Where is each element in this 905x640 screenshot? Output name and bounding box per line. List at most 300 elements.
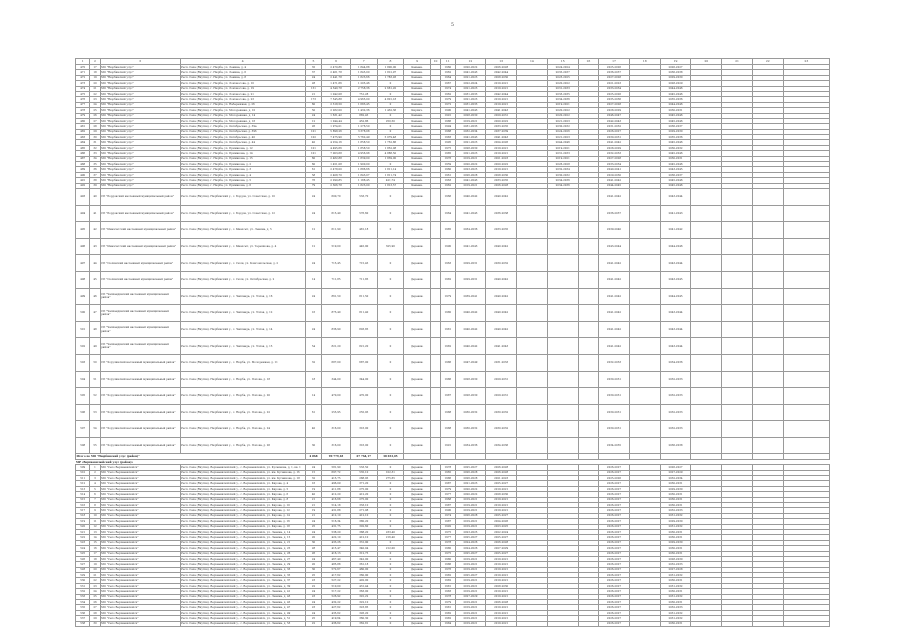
table-cell: 2019-2021: [486, 97, 517, 102]
table-cell: 2027-2028: [599, 75, 630, 80]
table-cell: 1980: [441, 556, 455, 561]
table-cell: [578, 388, 599, 405]
table-cell: МО "Село Верхневилюйск": [100, 578, 180, 583]
table-cell: [430, 321, 440, 338]
table-cell: 43: [90, 238, 100, 255]
table-cell: 2028-2030: [486, 75, 517, 80]
table-cell: 0: [377, 616, 404, 621]
table-cell: [752, 205, 783, 222]
table-cell: Респ. Саха (Якутия), г. Нюрба, ул. Примакова, д. 3: [180, 167, 305, 172]
table-cell: 422,10: [322, 535, 351, 540]
table-cell: 0: [377, 589, 404, 594]
table-cell: 24: [305, 589, 321, 594]
table-cell: 2030-2031: [660, 535, 691, 540]
table-cell: [578, 421, 599, 438]
table-cell: 42: [90, 222, 100, 239]
table-cell: МО "Нюрбинский улус": [100, 162, 180, 167]
table-cell: 1 844,88: [350, 65, 377, 70]
table-cell: 472: [76, 75, 90, 80]
table-cell: 402,00: [350, 578, 377, 583]
table-cell: 2028-2030: [455, 371, 486, 388]
table-cell: 538: [76, 621, 90, 626]
table-cell: 2022-2024: [486, 529, 517, 534]
table-cell: 412,20: [350, 492, 377, 497]
total-value: 67 764,17: [350, 454, 377, 459]
table-cell: МО "Село Верхневилюйск": [100, 465, 180, 470]
table-cell: Деревян.: [404, 567, 431, 572]
table-cell: Деревян.: [404, 205, 431, 222]
table-cell: Респ. Саха (Якутия), Нюрбинский у., с. Бордон, ул. Советская, д. 10: [180, 188, 305, 205]
table-cell: 0: [377, 497, 404, 502]
table-cell: 2 461,78: [322, 70, 351, 75]
table-cell: Деревян.: [404, 486, 431, 491]
table-cell: [783, 354, 829, 371]
table-cell: 715,45: [350, 255, 377, 272]
table-cell: 2030-2031: [660, 497, 691, 502]
table-cell: 0: [377, 556, 404, 561]
table-cell: 1990: [441, 238, 455, 255]
table-cell: 2026-2027: [599, 589, 630, 594]
table-cell: 2034-2035: [599, 437, 630, 454]
table-cell: 2036-2038: [660, 70, 691, 75]
table-cell: Респ. Саха (Якутия), г. Нюрба, ул. Молодежная, д. 16: [180, 118, 305, 123]
table-cell: СП "Хорулинский наслежный муниципальный район": [100, 354, 180, 371]
table-cell: 2026-2027: [660, 465, 691, 470]
table-cell: 2041-2042: [599, 255, 630, 272]
table-cell: Респ. Саха (Якутия), Нюрбинский у., с. Нюрба, ул. Попова, д. 24: [180, 421, 305, 438]
table-cell: 431,88: [322, 508, 351, 513]
table-cell: Деревян.: [404, 476, 431, 481]
table-cell: 48: [90, 321, 100, 338]
table-cell: Каменн.: [404, 97, 431, 102]
column-number-cell: 23: [783, 59, 829, 65]
table-cell: МО "Село Верхневилюйск": [100, 621, 180, 626]
table-cell: 615,40: [322, 205, 351, 222]
column-number-cell: 1: [76, 59, 90, 65]
table-cell: [783, 255, 829, 272]
table-cell: 212,00: [377, 546, 404, 551]
table-cell: 2020-2022: [455, 492, 486, 497]
table-cell: [629, 421, 660, 438]
table-cell: 2026-2027: [599, 508, 630, 513]
table-cell: 697,72: [322, 470, 351, 475]
table-cell: Каменн.: [404, 70, 431, 75]
table-cell: 1 852,08: [377, 145, 404, 150]
table-cell: [629, 437, 660, 454]
table-cell: 2019-2021: [486, 81, 517, 86]
column-number-cell: 13: [486, 59, 517, 65]
table-cell: Респ. Саха (Якутия), Верхневилюйский у., с. Верхневилюйск, ул. Ленина, д. 53: [180, 621, 305, 626]
table-cell: [517, 338, 548, 355]
table-cell: 15: [90, 540, 100, 545]
table-cell: 751,28: [350, 91, 377, 96]
table-cell: 520: [76, 524, 90, 529]
table-cell: 2029-2031: [455, 255, 486, 272]
table-cell: [430, 205, 440, 222]
table-cell: 1963: [441, 178, 455, 183]
table-cell: 1986: [441, 476, 455, 481]
table-cell: Респ. Саха (Якутия), Верхневилюйский у., с. Верхневилюйск, ул. Ленина, д. 37: [180, 578, 305, 583]
table-cell: МО "Нюрбинский улус": [100, 118, 180, 123]
table-cell: [691, 388, 722, 405]
table-cell: 535,10: [350, 470, 377, 475]
table-cell: 275,65: [377, 476, 404, 481]
table-cell: СП "Хорулинский наслежный муниципальный район": [100, 437, 180, 454]
table-cell: 0: [377, 562, 404, 567]
table-cell: 510,00: [322, 583, 351, 588]
column-number-cell: 19: [660, 59, 691, 65]
table-cell: МО "Село Верхневилюйск": [100, 529, 180, 534]
table-cell: 513: [76, 486, 90, 491]
table-cell: 2019-2021: [486, 578, 517, 583]
table-cell: [517, 437, 548, 454]
table-cell: 715,45: [322, 255, 351, 272]
table-cell: [547, 305, 578, 322]
table-cell: 2021-2023: [455, 75, 486, 80]
table-cell: МО "Нюрбинский улус": [100, 86, 180, 91]
table-cell: 1977: [441, 492, 455, 497]
table-cell: 493: [76, 188, 90, 205]
table-cell: МО "Нюрбинский улус": [100, 140, 180, 145]
table-cell: 2044-2046: [660, 102, 691, 107]
table-cell: 529: [76, 573, 90, 578]
total-label: Итого по МО "Нюрбинский улус (район)": [76, 454, 306, 459]
table-cell: 1991: [441, 437, 455, 454]
table-cell: МО "Село Верхневилюйск": [100, 486, 180, 491]
table-cell: 0: [377, 305, 404, 322]
table-cell: 2027-2029: [660, 470, 691, 475]
table-cell: Деревян.: [404, 437, 431, 454]
table-cell: [691, 621, 722, 626]
table-cell: 1 839,00: [377, 156, 404, 161]
table-cell: 2026-2027: [599, 470, 630, 475]
table-cell: 76: [305, 178, 321, 183]
table-cell: 416,13: [322, 551, 351, 556]
table-cell: [722, 421, 753, 438]
table-cell: Деревян.: [404, 222, 431, 239]
table-cell: 1974: [441, 513, 455, 518]
table-cell: 24: [305, 188, 321, 205]
table-cell: 2020-2022: [486, 118, 517, 123]
table-cell: 2035-2037: [547, 70, 578, 75]
table-cell: 13: [90, 529, 100, 534]
table-cell: 435,62: [322, 610, 351, 615]
table-cell: 2031-2033: [547, 151, 578, 156]
table-cell: 2025-2027: [455, 535, 486, 540]
table-cell: 29: [90, 129, 100, 134]
total-value: 38 653,05: [377, 454, 404, 459]
table-cell: Деревян.: [404, 288, 431, 305]
table-cell: 2021-2023: [547, 118, 578, 123]
table-cell: МО "Нюрбинский улус": [100, 167, 180, 172]
table-cell: 811,40: [350, 305, 377, 322]
table-cell: 32: [305, 476, 321, 481]
table-cell: Каменн.: [404, 81, 431, 86]
table-cell: 502: [76, 338, 90, 355]
table-cell: Респ. Саха (Якутия), г. Нюрба, ул. Ленина, д. 6: [180, 70, 305, 75]
table-cell: Респ. Саха (Якутия), Верхневилюйский у., с. Верхневилюйск, ул. Ленина, д. 33: [180, 567, 305, 572]
table-cell: 2040-2042: [486, 188, 517, 205]
table-cell: 1 683,45: [350, 102, 377, 107]
table-cell: 2036-2037: [599, 205, 630, 222]
table-cell: [722, 321, 753, 338]
table-cell: [517, 371, 548, 388]
table-cell: [517, 421, 548, 438]
table-cell: 2026-2027: [599, 465, 630, 470]
table-cell: 2021-2023: [486, 476, 517, 481]
table-cell: 4 340,78: [322, 86, 351, 91]
table-cell: 216,40: [377, 535, 404, 540]
table-cell: 2034-2036: [455, 222, 486, 239]
table-cell: МО "Село Верхневилюйск": [100, 616, 180, 621]
table-cell: [783, 288, 829, 305]
table-cell: 2043-2044: [660, 321, 691, 338]
table-cell: МО "Нюрбинский улус": [100, 135, 180, 140]
table-cell: Респ. Саха (Якутия), Нюрбинский у., с. Чаппанда, ул. Эллэя, д. 15: [180, 338, 305, 355]
table-cell: 491: [76, 178, 90, 183]
table-cell: [547, 421, 578, 438]
table-cell: [629, 404, 660, 421]
table-cell: [752, 354, 783, 371]
table-cell: 61: [305, 404, 321, 421]
table-cell: [752, 305, 783, 322]
table-cell: Респ. Саха (Якутия), Нюрбинский у., с. Сюля, ул. Комсомольская, д. 2: [180, 255, 305, 272]
column-number-cell: 7: [350, 59, 377, 65]
table-cell: 1981: [441, 605, 455, 610]
table-cell: 2026-2028: [455, 513, 486, 518]
table-cell: 1 432,36: [350, 108, 377, 113]
table-cell: 2026-2027: [599, 605, 630, 610]
table-cell: 2019-2021: [486, 86, 517, 91]
table-cell: 101: [305, 145, 321, 150]
table-cell: [691, 238, 722, 255]
table-cell: 2030-2032: [547, 172, 578, 177]
table-cell: 412,20: [322, 492, 351, 497]
table-cell: 2030-2032: [486, 255, 517, 272]
table-cell: 2043-2044: [660, 338, 691, 355]
table-cell: [517, 205, 548, 222]
table-cell: 4 956,98: [350, 151, 377, 156]
table-row: [76, 371, 830, 388]
table-cell: 0: [377, 437, 404, 454]
table-body: [76, 59, 830, 627]
table-cell: 1 843,07: [350, 172, 377, 177]
table-cell: 2019-2021: [486, 589, 517, 594]
table-cell: [629, 255, 660, 272]
table-cell: 2 681,20: [377, 86, 404, 91]
table-cell: 361,18: [350, 562, 377, 567]
table-cell: 2034-2036: [547, 183, 578, 188]
table-cell: СП "Хорулинский наслежный муниципальный район": [100, 388, 180, 405]
column-number-cell: 16: [578, 59, 599, 65]
table-cell: [722, 222, 753, 239]
table-cell: 2019-2021: [455, 503, 486, 508]
table-cell: 2029-2030: [660, 519, 691, 524]
table-cell: 1992: [441, 524, 455, 529]
table-cell: Респ. Саха (Якутия), г. Нюрба, ул. Примакова, д. 12: [180, 145, 305, 150]
table-cell: 24: [305, 113, 321, 118]
table-cell: 2036-2038: [486, 205, 517, 222]
table-cell: 2040-2042: [455, 338, 486, 355]
table-cell: Респ. Саха (Якутия), Верхневилюйский у., с. Верхневилюйск, ул. им. Кусаинова, д. 18: [180, 476, 305, 481]
table-cell: 2032-2033: [660, 388, 691, 405]
table-cell: 436,62: [322, 621, 351, 626]
table-cell: 581,90: [322, 465, 351, 470]
table-cell: 1960: [441, 167, 455, 172]
table-cell: 2020-2022: [455, 486, 486, 491]
table-cell: 2026-2027: [599, 551, 630, 556]
table-row: [76, 255, 830, 272]
table-cell: 2041-2043: [455, 108, 486, 113]
table-cell: [691, 255, 722, 272]
table-cell: [629, 321, 660, 338]
table-cell: 371,20: [350, 481, 377, 486]
table-cell: [430, 255, 440, 272]
table-cell: Респ. Саха (Якутия), Верхневилюйский у., с. Верхневилюйск, ул. Кирова, д. 16: [180, 519, 305, 524]
table-cell: 2022-2024: [455, 81, 486, 86]
table-cell: 2025-2027: [455, 573, 486, 578]
table-cell: 55: [90, 437, 100, 454]
table-cell: 2030-2031: [660, 481, 691, 486]
table-row: [76, 321, 830, 338]
table-cell: 2019-2021: [486, 567, 517, 572]
table-cell: 47: [90, 305, 100, 322]
table-cell: 2032-2034: [547, 167, 578, 172]
table-cell: 21: [90, 573, 100, 578]
table-cell: 2024-2026: [455, 540, 486, 545]
table-cell: 25: [90, 108, 100, 113]
table-cell: 4: [90, 481, 100, 486]
table-cell: Респ. Саха (Якутия), Верхневилюйский у., с. Верхневилюйск, ул. Ленина, д. 15: [180, 535, 305, 540]
table-cell: Респ. Саха (Якутия), г. Нюрба, ул. Октябрьская, д. 39б: [180, 129, 305, 134]
table-cell: 2032-2033: [660, 562, 691, 567]
table-cell: 12: [305, 118, 321, 123]
table-cell: МО "Село Верхневилюйск": [100, 503, 180, 508]
table-cell: 2019-2021: [455, 183, 486, 188]
table-cell: 2041-2042: [599, 321, 630, 338]
table-cell: 12: [305, 222, 321, 239]
table-cell: МО "Нюрбинский улус": [100, 108, 180, 113]
table-cell: 0: [377, 321, 404, 338]
table-cell: СП "Хорулинский наслежный муниципальный район": [100, 371, 180, 388]
table-cell: 507: [76, 421, 90, 438]
table-cell: 2028-2030: [455, 113, 486, 118]
table-cell: [752, 421, 783, 438]
table-cell: 2029-2030: [660, 486, 691, 491]
table-cell: 22: [305, 583, 321, 588]
table-cell: Деревян.: [404, 535, 431, 540]
table-cell: 2019-2021: [486, 145, 517, 150]
table-cell: Респ. Саха (Якутия), Нюрбинский у., с. Чаппанда, ул. Эллэя, д. 12: [180, 305, 305, 322]
table-cell: 2019-2021: [455, 567, 486, 572]
table-cell: 2026-2027: [599, 610, 630, 615]
table-cell: 2021-2023: [455, 151, 486, 156]
table-cell: [430, 188, 440, 205]
table-cell: 2044-2046: [660, 86, 691, 91]
table-cell: 1 811,14: [377, 167, 404, 172]
table-cell: 1 044,44: [322, 118, 351, 123]
table-cell: 2033-2034: [599, 86, 630, 91]
table-cell: МО "Нюрбинский улус": [100, 172, 180, 177]
table-cell: 35: [305, 65, 321, 70]
table-cell: [752, 371, 783, 388]
table-cell: [691, 271, 722, 288]
table-cell: 836,90: [322, 321, 351, 338]
table-cell: 1961: [441, 172, 455, 177]
table-cell: [578, 188, 599, 205]
table-cell: 499: [76, 288, 90, 305]
table-cell: 2026-2028: [455, 470, 486, 475]
table-cell: [578, 404, 599, 421]
table-cell: 1980: [441, 305, 455, 322]
table-cell: 537: [76, 616, 90, 621]
table-cell: 2026-2027: [599, 562, 630, 567]
table-cell: 1986: [441, 371, 455, 388]
register-sheet: [75, 58, 830, 627]
table-cell: 1986: [441, 562, 455, 567]
table-cell: 362,81: [350, 621, 377, 626]
table-cell: 28: [90, 124, 100, 129]
table-cell: 1995: [441, 140, 455, 145]
table-cell: [629, 271, 660, 288]
table-cell: [691, 354, 722, 371]
table-cell: 2046-2047: [599, 113, 630, 118]
table-cell: 2039-2041: [455, 288, 486, 305]
table-cell: 2026-2027: [599, 600, 630, 605]
table-cell: [547, 188, 578, 205]
table-cell: 2040-2042: [486, 288, 517, 305]
table-cell: 2019-2021: [486, 167, 517, 172]
table-cell: 2031-2032: [660, 513, 691, 518]
table-cell: 10: [90, 513, 100, 518]
table-cell: [691, 222, 722, 239]
table-cell: 572,67: [322, 567, 351, 572]
table-cell: [517, 321, 548, 338]
table-cell: 484: [76, 140, 90, 145]
table-cell: Респ. Саха (Якутия), Верхневилюйский у., с. Верхневилюйск, ул. Кирова, д. 18: [180, 524, 305, 529]
table-cell: 60: [305, 102, 321, 107]
table-cell: 2030-2031: [660, 589, 691, 594]
table-cell: [752, 238, 783, 255]
table-cell: 489: [76, 167, 90, 172]
table-cell: Респ. Саха (Якутия), Верхневилюйский у., с. Верхневилюйск, ул. Ленина, д. 49: [180, 610, 305, 615]
table-cell: [783, 388, 829, 405]
table-cell: [629, 238, 660, 255]
table-cell: 360,90: [350, 573, 377, 578]
table-cell: 1982: [441, 578, 455, 583]
table-cell: Респ. Саха (Якутия), Верхневилюйский у., с. Верхневилюйск, ул. Ленина, д. 21: [180, 540, 305, 545]
table-cell: 474: [76, 86, 90, 91]
table-cell: 2021-2023: [455, 140, 486, 145]
table-cell: 2031-2032: [599, 124, 630, 129]
table-cell: 1974: [441, 86, 455, 91]
table-cell: 0: [377, 113, 404, 118]
table-cell: [783, 188, 829, 205]
table-cell: 2041-2042: [599, 178, 630, 183]
table-cell: Респ. Саха (Якутия), Нюрбинский у., с. Бордон, ул. Советская, д. 12: [180, 205, 305, 222]
column-number-cell: 11: [441, 59, 455, 65]
table-cell: [547, 621, 578, 626]
table-cell: 2040-2042: [455, 321, 486, 338]
table-cell: 517: [76, 508, 90, 513]
table-cell: 2033-2035: [486, 222, 517, 239]
table-cell: 2026-2027: [599, 556, 630, 561]
table-cell: 460,00: [350, 567, 377, 572]
table-cell: 2030-2031: [660, 546, 691, 551]
table-cell: 5 898,26: [322, 129, 351, 134]
table-cell: [629, 288, 660, 305]
table-cell: МО "Село Верхневилюйск": [100, 476, 180, 481]
